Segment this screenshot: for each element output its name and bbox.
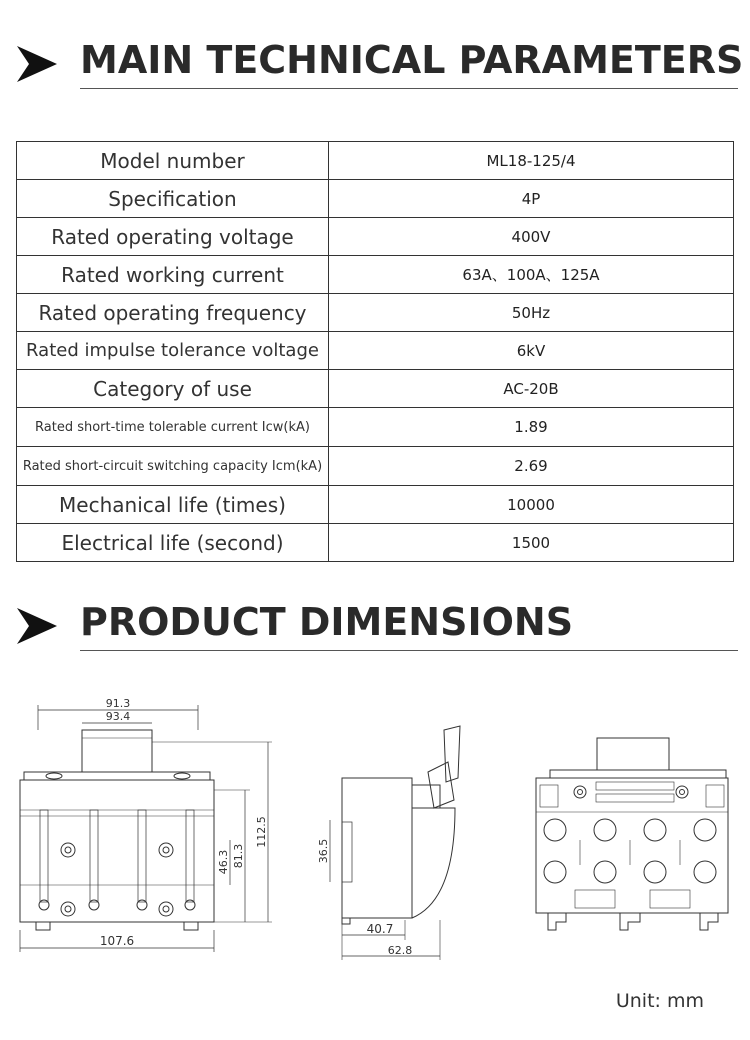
unit-label: Unit: mm [615,990,704,1012]
param-label: Mechanical life (times) [17,486,329,524]
param-label: Model number [17,142,329,180]
table-row [17,524,734,562]
dimensions-section-header [0,598,750,658]
dim-front-total-width: 107.6 [99,934,135,948]
param-value: 10000 [329,486,734,524]
chevron-right-icon [17,44,57,84]
param-label: Rated short-time tolerable current Icw(kA) [17,408,329,447]
dim-front-top-width: 91.3 [105,697,131,710]
dimensions-section-divider [80,650,738,651]
table-row [17,370,734,408]
param-value: 1500 [329,524,734,562]
dimension-drawings [0,690,750,970]
param-value: 400V [329,218,734,256]
table-row [17,218,734,256]
param-label: Category of use [17,370,329,408]
technical-section-divider [80,88,738,89]
param-label: Rated operating frequency [17,294,329,332]
param-value: 63A、100A、125A [329,256,734,294]
technical-section-title: MAIN TECHNICAL PARAMETERS [80,38,744,82]
table-row [17,294,734,332]
param-label: Electrical life (second) [17,524,329,562]
front-view-drawing [20,705,272,952]
table-row [17,408,734,447]
table-row [17,180,734,218]
table-row [17,142,734,180]
side-view-drawing [330,726,460,960]
table-row [17,256,734,294]
dim-front-height-inner: 46.3 [217,849,230,875]
dim-side-height: 36.5 [317,838,330,864]
rear-view-drawing [536,738,728,930]
param-value: AC-20B [329,370,734,408]
param-label: Rated impulse tolerance voltage [17,332,329,370]
dim-side-total-depth: 62.8 [387,944,413,957]
dim-front-height-total: 112.5 [255,816,268,848]
table-row [17,332,734,370]
param-label: Rated working current [17,256,329,294]
dim-front-mid-width: 93.4 [105,710,131,723]
param-label: Rated operating voltage [17,218,329,256]
chevron-right-icon [17,606,57,646]
dim-front-height-mid: 81.3 [232,843,245,869]
param-value: ML18-125/4 [329,142,734,180]
param-value: 2.69 [329,447,734,486]
dim-side-depth: 40.7 [366,922,394,936]
param-value: 1.89 [329,408,734,447]
table-row [17,486,734,524]
parameters-table [16,141,734,562]
param-label: Specification [17,180,329,218]
param-value: 4P [329,180,734,218]
param-value: 50Hz [329,294,734,332]
table-row [17,447,734,486]
param-value: 6kV [329,332,734,370]
param-label: Rated short-circuit switching capacity Icm(kA) [17,447,329,486]
technical-section-header [0,36,750,96]
dimensions-section-title: PRODUCT DIMENSIONS [80,600,574,644]
